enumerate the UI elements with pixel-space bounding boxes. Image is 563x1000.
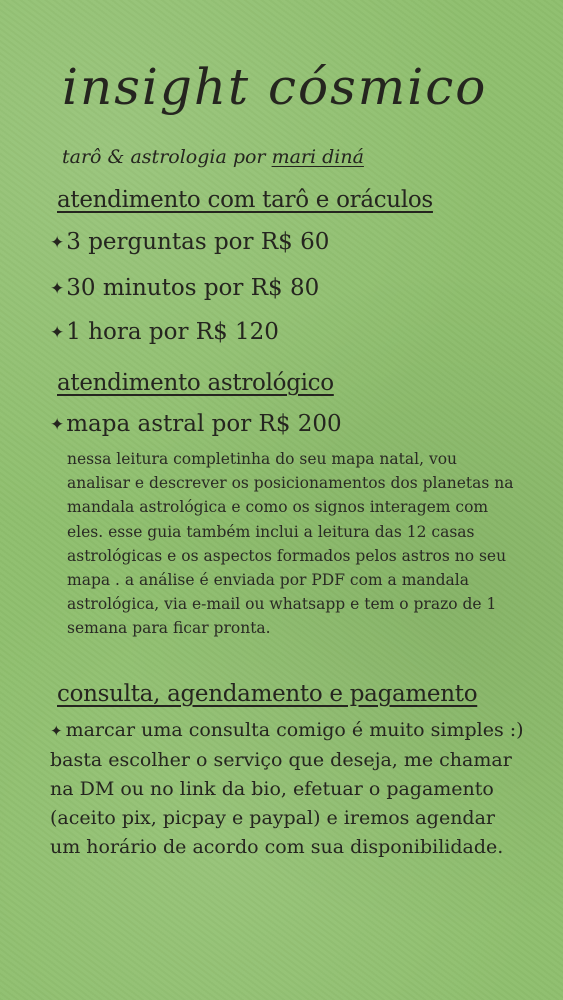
page-title: insight cósmico <box>62 58 488 116</box>
price-item-label: 30 minutos por R$ 80 <box>66 275 320 301</box>
contact-info <box>50 716 530 862</box>
price-item-label: 3 perguntas por R$ 60 <box>66 229 330 255</box>
price-item-30-minutes <box>50 275 319 301</box>
subtitle <box>62 146 364 168</box>
sparkle-star-icon: ✦ <box>50 722 63 740</box>
natal-chart-description: nessa leitura completinha do seu mapa natal, vou analisar e descrever os posicionamentos dos planetas na mandala astrológica e como os signos interagem com eles. esse guia também inclui a leitura das 12 casas astrológicas e os aspectos formados pelos astros no seu mapa . a análise é enviada por PDF com a mandala astrológica, via e-mail ou whatsapp e tem o prazo de 1 semana para ficar pronta. <box>67 450 514 638</box>
sparkle-star-icon: ✦ <box>50 233 65 253</box>
price-item-label: 1 hora por R$ 120 <box>66 319 279 345</box>
price-item-3-questions <box>50 229 329 255</box>
sparkle-star-icon: ✦ <box>50 279 65 299</box>
author-name: mari diná <box>271 146 364 168</box>
section-heading-taro: atendimento com tarô e oráculos <box>57 187 433 213</box>
section-heading-contact: consulta, agendamento e pagamento <box>57 681 478 707</box>
section-heading-astro: atendimento astrológico <box>57 370 334 396</box>
sparkle-star-icon: ✦ <box>50 415 65 435</box>
contact-text: marcar uma consulta comigo é muito simples :) basta escolher o serviço que deseja, me chamar na DM ou no link da bio, efetuar o pagamento (aceito pix, picpay e paypal) e iremos agendar um horário de acordo com sua disponibilidade. <box>50 719 524 858</box>
price-item-natal-chart <box>50 411 342 437</box>
subtitle-prefix: tarô & astrologia por <box>62 146 266 168</box>
price-item-label: mapa astral por R$ 200 <box>66 411 342 437</box>
sparkle-star-icon: ✦ <box>50 323 65 343</box>
price-item-1-hour <box>50 319 279 345</box>
